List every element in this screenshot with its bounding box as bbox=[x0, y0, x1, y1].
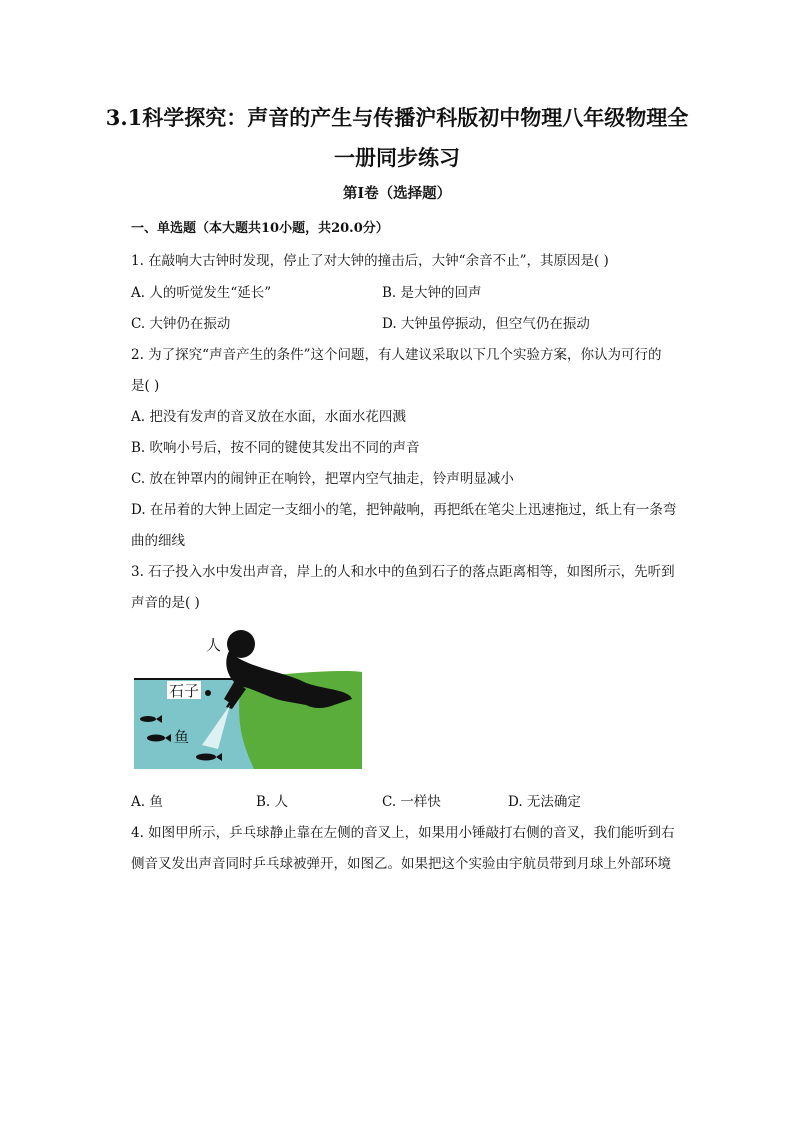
document-title-line-2: 一册同步练习 bbox=[334, 145, 460, 170]
question-2-text-line-1: 2. 为了探究“声音产生的条件”这个问题，有人建议采取以下几个实验方案，你认为可行的 bbox=[131, 347, 662, 363]
figure-label-person: 人 bbox=[206, 636, 222, 654]
question-2-option-b[interactable]: B. 吹响小号后，按不同的键使其发出不同的声音 bbox=[131, 440, 420, 456]
paper-part-heading: 第Ⅰ卷（选择题） bbox=[342, 185, 452, 202]
figure-label-stone: 石子 bbox=[169, 682, 200, 700]
section-heading: 一、单选题（本大题共10小题，共20.0分） bbox=[131, 221, 389, 236]
question-4-text-line-1: 4. 如图甲所示，乒乓球静止靠在左侧的音叉上，如果用小锤敲打右侧的音叉，我们能听到右 bbox=[131, 825, 675, 841]
question-2-option-d-continued: 曲的细线 bbox=[131, 533, 185, 549]
question-3-option-d[interactable]: D. 无法确定 bbox=[508, 794, 581, 810]
question-3-option-c[interactable]: C. 一样快 bbox=[382, 794, 441, 810]
question-2-option-d[interactable]: D. 在吊着的大钟上固定一支细小的笔，把钟敲响，再把纸在笔尖上迅速拖过，纸上有一条弯 bbox=[131, 502, 677, 518]
question-3-text-line-1: 3. 石子投入水中发出声音，岸上的人和水中的鱼到石子的落点距离相等，如图所示，先听到 bbox=[131, 564, 675, 580]
question-2-option-a[interactable]: A. 把没有发声的音叉放在水面，水面水花四溅 bbox=[131, 409, 406, 425]
question-3-option-b[interactable]: B. 人 bbox=[256, 794, 289, 810]
question-3-figure bbox=[134, 627, 362, 769]
question-1-option-d[interactable]: D. 大钟虽停振动，但空气仍在振动 bbox=[382, 316, 590, 332]
question-1-text: 1. 在敲响大古钟时发现，停止了对大钟的撞击后，大钟“余音不止”，其原因是( ) bbox=[131, 253, 609, 269]
question-1-option-a[interactable]: A. 人的听觉发生“延长” bbox=[131, 285, 272, 301]
figure-label-fish: 鱼 bbox=[174, 728, 190, 746]
question-1-option-b[interactable]: B. 是大钟的回声 bbox=[382, 285, 482, 301]
question-1-option-c[interactable]: C. 大钟仍在振动 bbox=[131, 316, 231, 332]
document-title-line-1: 3.1科学探究：声音的产生与传播沪科版初中物理八年级物理全 bbox=[105, 105, 689, 130]
question-3-option-a[interactable]: A. 鱼 bbox=[131, 794, 163, 810]
question-4-text-line-2: 侧音叉发出声音同时乒乓球被弹开，如图乙。如果把这个实验由宇航员带到月球上外部环境 bbox=[131, 856, 671, 872]
stone-dot bbox=[205, 690, 211, 696]
question-3-text-line-2: 声音的是( ) bbox=[131, 595, 200, 611]
question-2-text-line-2: 是( ) bbox=[131, 378, 160, 394]
question-2-option-c[interactable]: C. 放在钟罩内的闹钟正在响铃，把罩内空气抽走，铃声明显减小 bbox=[131, 471, 514, 487]
